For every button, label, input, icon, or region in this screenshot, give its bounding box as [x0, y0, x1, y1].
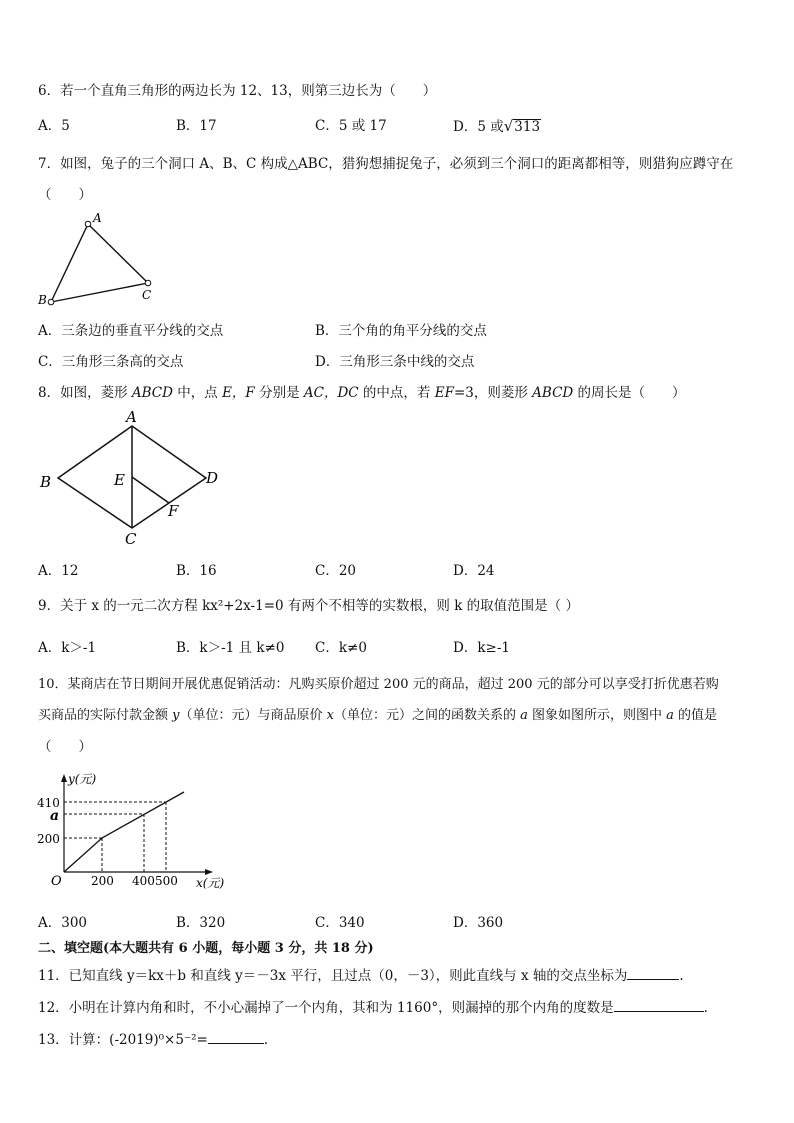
point-label-e: E [114, 471, 125, 489]
q8-option-c: C．20 [315, 563, 357, 579]
q10-stem-italic: x [326, 708, 334, 723]
q11-stem [38, 967, 684, 985]
sqrt-sign: √ [503, 117, 514, 135]
q10-option-d: D．360 [453, 915, 504, 931]
q12-stem [38, 999, 708, 1017]
vertex-label-a: A [126, 410, 137, 426]
x-tick-400: 400 [132, 874, 155, 888]
hole-a-marker [85, 221, 91, 227]
q10-function-graph [30, 768, 230, 902]
q8-stem-italic: E，F [222, 385, 255, 401]
q7-stem: 7．如图，兔子的三个洞口 A、B、C 构成△ABC，猎狗想捕捉兔子，必须到三个洞口的距离都相等，则猎狗应蹲守在 [38, 156, 734, 172]
q8-rhombus-figure [30, 410, 240, 550]
q9-option-b: B．k＞-1 且 k≠0 [176, 640, 285, 656]
q8-stem [38, 384, 686, 402]
q6-option-b: B．17 [176, 118, 217, 134]
q7-option-a: A．三条边的垂直平分线的交点 [38, 323, 224, 339]
q10-stem-italic: y [172, 708, 180, 723]
q6-option-a: A．5 [38, 118, 70, 134]
q9-option-a: A．k＞-1 [38, 640, 97, 656]
q8-stem-part: 的中点，若 [358, 385, 435, 401]
q7-triangle-figure [30, 210, 170, 310]
q13-answer-blank [208, 1031, 264, 1044]
q11-text: 11．已知直线 y＝kx＋b 和直线 y＝－3x 平行，且过点（0，－3），则此直线与 x 轴的交点坐标为 [38, 968, 628, 984]
q9-option-d: D．k≥-1 [453, 640, 510, 656]
hole-b-marker [48, 299, 54, 305]
q10-stem-italic: a [520, 708, 528, 723]
q10-option-a: A．300 [38, 915, 88, 931]
vertex-label-c: C [142, 288, 152, 302]
triangle-side-ab [51, 224, 88, 302]
y-axis-label: y(元) [68, 772, 97, 786]
q10-stem-italic: a [666, 708, 674, 723]
q12-text: 12．小明在计算内角和时，不小心漏掉了一个内角，其和为 1160°，则漏掉的那个内角的度数是 [38, 1000, 614, 1016]
triangle-side-ac [88, 224, 148, 283]
q8-stem-part: 分别是 [254, 385, 304, 401]
y-tick-200: 200 [37, 832, 60, 846]
vertex-label-d: D [206, 469, 219, 487]
q11-answer-blank [627, 967, 679, 980]
vertex-label-c: C [125, 530, 137, 548]
q9-stem: 9．关于 x 的一元二次方程 kx²+2x-1=0 有两个不相等的实数根，则 k 的取值范围是（ ） [38, 598, 579, 614]
q8-stem-part: 的周长是（ ） [573, 385, 686, 401]
y-tick-a: a [50, 808, 60, 824]
q10-stem-part: 买商品的实际付款金额 [38, 708, 173, 723]
q13-end: . [263, 1032, 269, 1048]
q6-option-c: C．5 或 17 [315, 118, 387, 134]
q8-stem-part: =3，则菱形 [453, 385, 533, 401]
q13-text: 13．计算：(-2019)⁰×5⁻²= [38, 1032, 208, 1048]
q7-option-d: D．三角形三条中线的交点 [315, 354, 475, 370]
segment-ef [132, 477, 169, 503]
x-axis-arrow [205, 869, 213, 875]
q7-option-b: B．三个角的角平分线的交点 [315, 323, 487, 339]
section-title-fill-in: 二、填空题(本大题共有 6 小题，每小题 3 分，共 18 分) [38, 941, 374, 956]
q8-stem-part: 8．如图，菱形 [38, 385, 132, 401]
y-axis-arrow [61, 774, 67, 782]
x-tick-500: 500 [155, 874, 178, 888]
point-label-f: F [168, 502, 179, 520]
vertex-label-b: B [40, 473, 52, 491]
q10-stem-part: （单位：元）与商品原价 [179, 708, 327, 723]
q6-option-d-radicand: 313 [514, 119, 541, 135]
q7-stem-paren: （ ） [38, 187, 92, 203]
q6-option-d [453, 117, 541, 136]
q12-end: . [703, 1000, 708, 1016]
q11-end: . [679, 968, 684, 984]
q8-option-d: D．24 [453, 563, 495, 579]
q9-option-c: C．k≠0 [315, 640, 367, 656]
q8-option-a: A．12 [38, 563, 79, 579]
q6-stem: 6．若一个直角三角形的两边长为 12、13，则第三边长为（ ） [38, 83, 437, 99]
x-tick-200: 200 [91, 874, 114, 888]
q10-stem-paren: （ ） [38, 739, 92, 755]
vertex-label-b: B [38, 293, 47, 307]
q13-stem [38, 1031, 268, 1049]
y-tick-410: 410 [37, 796, 60, 810]
vertex-label-a: A [93, 211, 102, 225]
q10-stem-part: （单位：元）之间的函数关系的 [333, 708, 521, 723]
q8-option-b: B．16 [176, 563, 217, 579]
q8-stem-italic: AC，DC [303, 385, 359, 401]
triangle-side-bc [51, 283, 148, 302]
q10-option-c: C．340 [315, 915, 365, 931]
origin-label: O [51, 874, 62, 889]
q10-stem-line2 [38, 707, 717, 725]
q8-stem-italic: ABCD [131, 385, 173, 401]
q8-stem-italic: ABCD [532, 385, 574, 401]
q10-stem-line1: 10．某商店在节日期间开展优惠促销活动：凡购买原价超过 200 元的商品，超过 200 元的部分可以享受打折优惠若购 [38, 677, 719, 692]
q6-option-d-prefix: D．5 或 [453, 119, 504, 135]
q8-stem-part: 中，点 [172, 385, 223, 401]
hole-c-marker [145, 280, 151, 286]
q10-option-b: B．320 [176, 915, 226, 931]
q7-option-c: C．三角形三条高的交点 [38, 354, 184, 370]
q12-answer-blank [614, 999, 704, 1012]
x-axis-label: x(元) [196, 876, 225, 890]
q10-stem-part: 的值是 [673, 708, 718, 723]
q10-stem-part: 图象如图所示，则图中 [527, 708, 667, 723]
q8-stem-italic: EF [434, 385, 454, 401]
